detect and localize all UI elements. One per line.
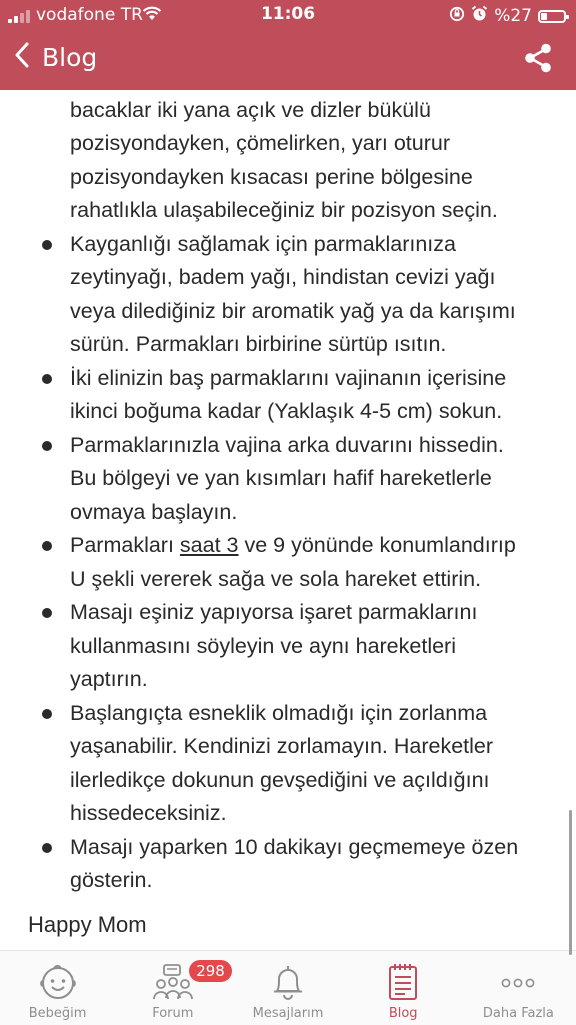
list-item: İki elinizin baş parmaklarını vajinanın içerisine ikinci boğuma kadar (Yaklaşık 4-5 cm) sokun.	[0, 362, 576, 429]
list-item: Masajı eşiniz yapıyorsa işaret parmaklarını kullanmasını söyleyin ve aynı hareketleri yaptırın.	[0, 596, 576, 697]
notepad-icon	[387, 963, 419, 1005]
alarm-clock-icon	[471, 5, 488, 27]
orientation-lock-icon	[449, 6, 465, 27]
chevron-left-icon	[14, 42, 30, 72]
list-item: Parmaklarınızla vajina arka duvarını hissedin. Bu bölgeyi ve yan kısımları hafif hareketlerle ovmaya başlayın.	[0, 429, 576, 530]
status-time: 11:06	[260, 4, 316, 24]
tab-mesajlarim[interactable]: Mesajlarım	[230, 951, 345, 1025]
share-button[interactable]	[524, 43, 552, 77]
scroll-indicator[interactable]	[569, 810, 572, 955]
baby-face-icon	[39, 963, 77, 1005]
list-item: Masajı yaparken 10 dakikayı geçmemeye özen gösterin.	[0, 831, 576, 898]
status-right-group	[449, 5, 566, 27]
tab-bebegim[interactable]: Bebeğim	[0, 951, 115, 1025]
list-item: Parmakları saat 3 ve 9 yönünde konumlandırıp U şekli vererek sağa ve sola hareket ettirin.	[0, 529, 576, 596]
status-bar	[0, 0, 576, 32]
forum-people-icon	[152, 963, 194, 1005]
carrier-name: vodafone TR	[36, 5, 143, 25]
tab-daha-fazla[interactable]: Daha Fazla	[461, 951, 576, 1025]
article-content	[0, 60, 576, 941]
back-title: Blog	[42, 42, 98, 72]
tab-forum[interactable]: 298 Forum	[115, 951, 230, 1025]
tab-blog[interactable]: Blog	[346, 951, 461, 1025]
author-signature: Happy Mom	[28, 911, 147, 937]
navigation-bar	[0, 32, 576, 90]
bell-icon	[271, 963, 305, 1005]
saat-3-link[interactable]: saat 3	[179, 533, 239, 557]
list-item: Başlangıçta esneklik olmadığı için zorlanma yaşanabilir. Kendinizi zorlamayın. Hareketler ilerledikçe dokunun gevşediğini ve açıldığını hissedeceksiniz.	[0, 697, 576, 831]
list-item: bacaklar iki yana açık ve dizler bükülü pozisyondayken, çömelirken, yarı oturur pozisyondayken kısacası perine bölgesine rahatlıkla ulaşabileceğiniz bir pozisyon seçin.	[70, 97, 498, 222]
instruction-list	[0, 60, 576, 898]
forum-badge: 298	[189, 960, 232, 982]
back-button[interactable]	[14, 42, 97, 72]
list-item-line: Parmakları saat 3 ve 9 yönünde konumlandırıp	[70, 533, 516, 557]
more-dots-icon	[501, 973, 535, 992]
bottom-tab-bar	[0, 950, 576, 1025]
battery-percent: %27	[494, 6, 532, 26]
app-header	[0, 0, 576, 90]
battery-icon	[538, 10, 566, 23]
list-item: Kayganlığı sağlamak için parmaklarınıza zeytinyağı, badem yağı, hindistan cevizi yağı veya dilediğiniz bir aromatik yağ ya da karışımı sürün. Parmakları birbirine sürtüp ısıtın.	[0, 228, 576, 362]
share-icon	[524, 58, 552, 77]
